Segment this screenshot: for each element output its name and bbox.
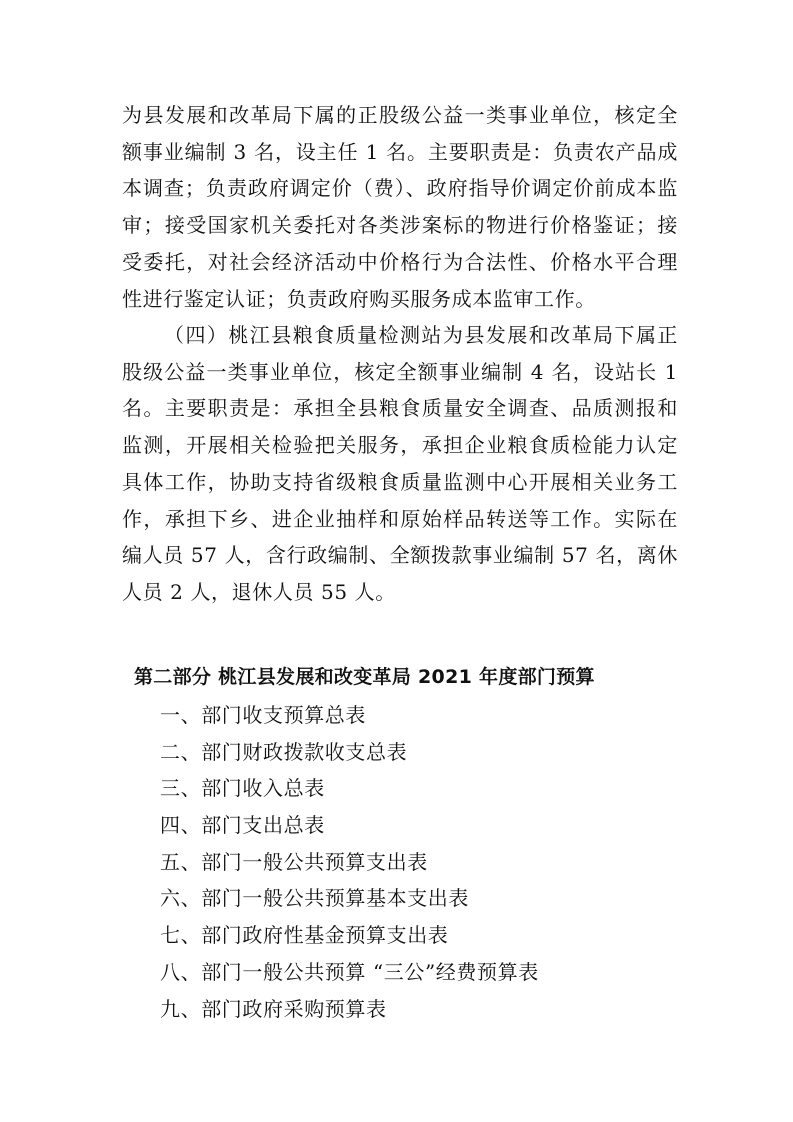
list-item: 七、部门政府性基金预算支出表 (160, 923, 449, 948)
budget-table-list (160, 697, 539, 1027)
list-item: 六、部门一般公共预算基本支出表 (160, 886, 469, 911)
body-paragraph-grain-quality-station: （四）桃江县粮食质量检测站为县发展和改革局下属正股级公益一类事业单位，核定全额事业编制 4 名，设站长 1 名。主要职责是：承担全县粮食质量安全调查、品质测报和监测，开展相关检验把关服务，承担企业粮食质检能力认定具体工作，协助支持省级粮食质量监测中心开展相关业务工作，承担下乡、进企业抽样和原始样品转送等工作。实际在编人员 57 人，含行政编制、全额拨款事业编制 57 名，离休人员 2 人，退休人员 55 人。 (122, 323, 678, 604)
body-paragraph-price-certification-center: 为县发展和改革局下属的正股级公益一类事业单位，核定全额事业编制 3 名，设主任 1 名。主要职责是：负责农产品成本调查；负责政府调定价（费）、政府指导价调定价前成本监审；接受国家机关委托对各类涉案标的物进行价格鉴证；接受委托，对社会经济活动中价格行为合法性、价格水平合理性进行鉴定认证；负责政府购买服务成本监审工作。 (122, 103, 678, 311)
list-item: 八、部门一般公共预算 “三公”经费预算表 (160, 959, 539, 984)
list-item: 五、部门一般公共预算支出表 (160, 849, 428, 874)
section-heading: 第二部分 桃江县发展和改变革局 2021 年度部门预算 (134, 666, 595, 688)
list-item: 二、部门财政拨款收支总表 (160, 739, 408, 764)
list-item: 三、部门收入总表 (160, 776, 325, 801)
list-item: 一、部门收支预算总表 (160, 703, 366, 727)
list-item: 九、部门政府采购预算表 (160, 996, 387, 1021)
list-item: 四、部门支出总表 (160, 813, 325, 838)
